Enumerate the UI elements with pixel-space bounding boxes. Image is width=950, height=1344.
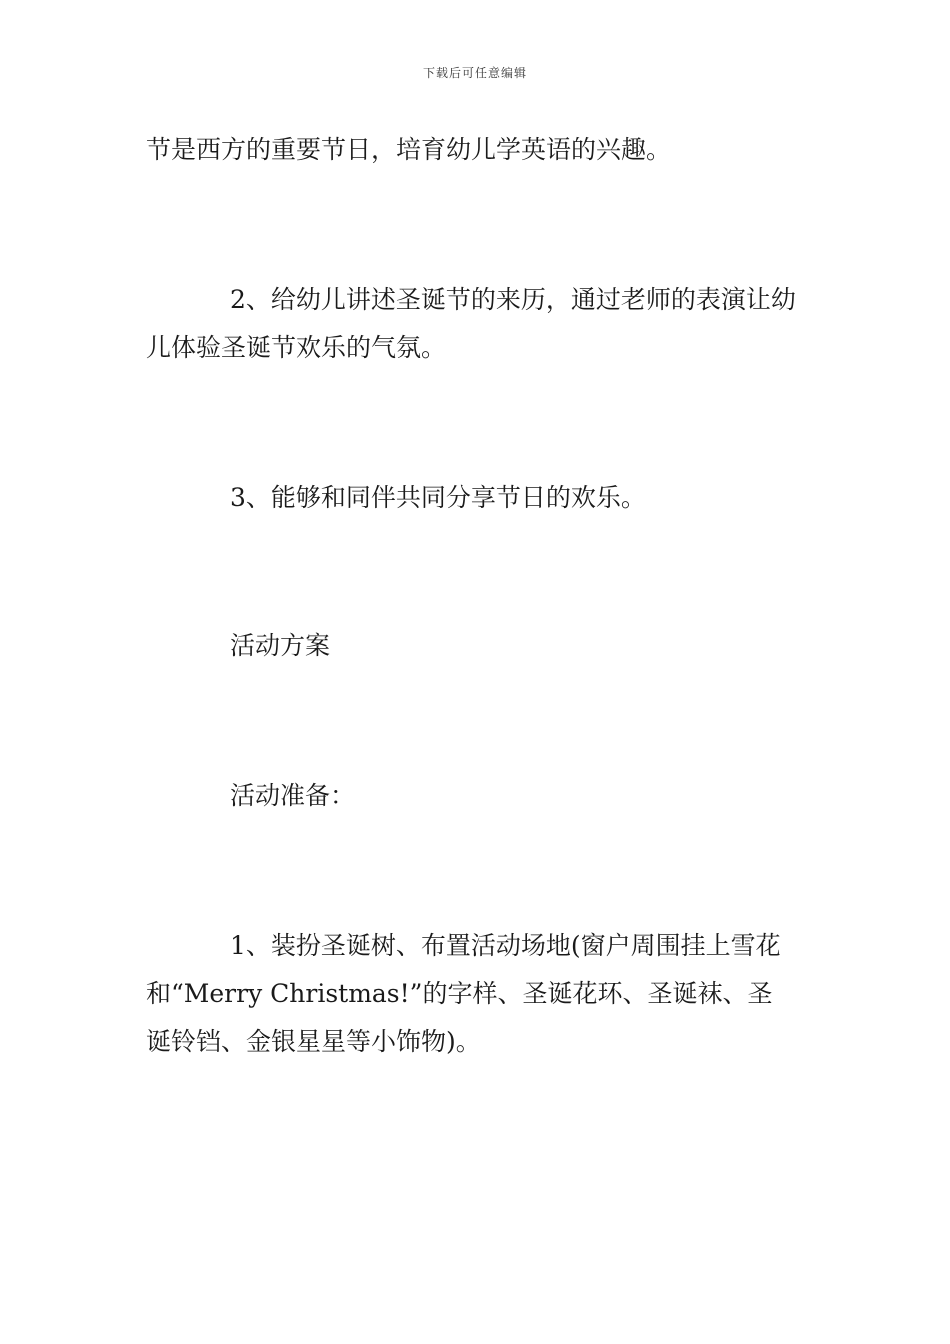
paragraph-prep-1 [146,922,808,1066]
paragraph-line: 节是西方的重要节日，培育幼儿学英语的兴趣。 [146,135,672,164]
paragraph-continuation [146,126,808,174]
paragraph-line: 1、装扮圣诞树、布置活动场地(窗户周围挂上雪花 [230,931,781,960]
paragraph-line: 活动方案 [230,631,331,660]
paragraph-line: 2、给幼儿讲述圣诞节的来历，通过老师的表演让幼 [230,285,796,314]
paragraph-line: 3、能够和同伴共同分享节日的欢乐。 [230,483,646,512]
paragraph-objective-3 [146,474,808,522]
section-heading-activity-prep [146,772,808,820]
section-heading-activity-plan [146,622,808,670]
paragraph-objective-2 [146,276,808,372]
paragraph-line: 诞铃铛、金银星星等小饰物)。 [146,1027,481,1056]
page-header: 下载后可任意编辑 [422,66,527,80]
paragraph-line: 儿体验圣诞节欢乐的气氛。 [146,333,447,362]
paragraph-line: 活动准备： [230,781,356,810]
paragraph-line: 和“Merry Christmas!”的字样、圣诞花环、圣诞袜、圣 [146,979,773,1008]
